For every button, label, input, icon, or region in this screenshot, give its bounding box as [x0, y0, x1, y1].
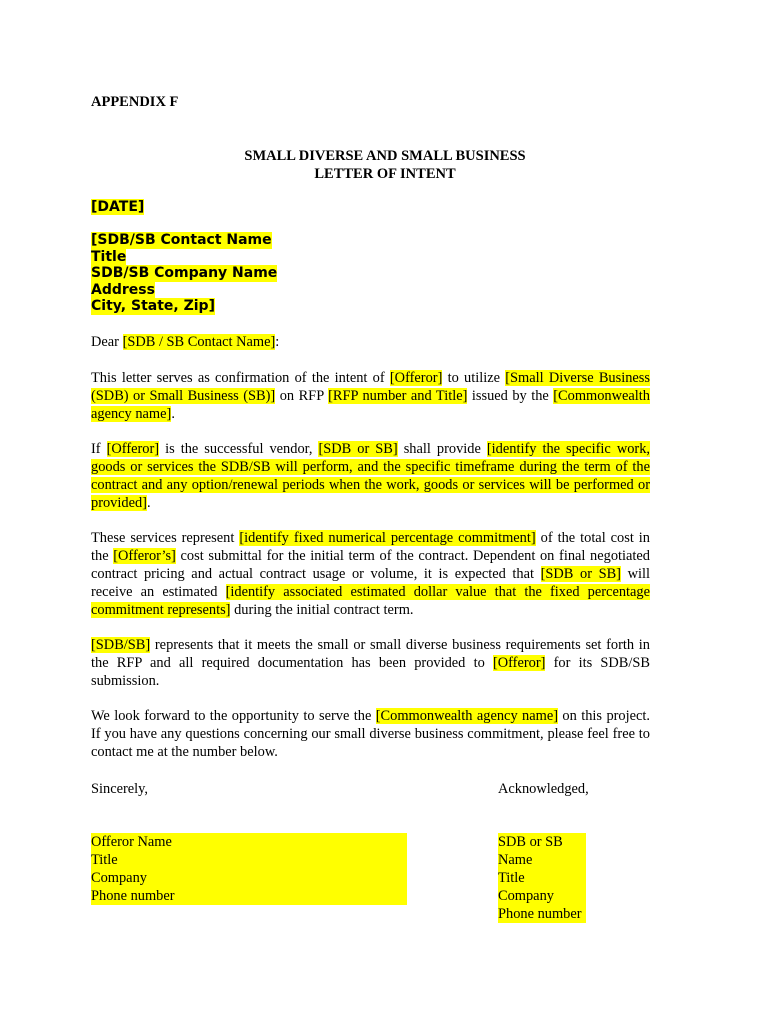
appendix-label: APPENDIX F	[91, 94, 179, 110]
offeror-signature-block	[91, 833, 407, 905]
text-run: will receive an estimated	[91, 566, 650, 600]
document-title-line2: LETTER OF INTENT	[314, 166, 456, 182]
highlight-field: [Commonwealth agency name]	[375, 708, 559, 724]
highlight-field: [SDB or SB]	[318, 441, 398, 457]
signature-line: Title	[91, 851, 407, 869]
paragraph-confirmation	[91, 369, 650, 423]
signature-line: Company	[91, 869, 407, 887]
text-run: on this project. If you have any questions concerning our small diverse business commitment, please feel free to contact me at the number below.	[91, 708, 650, 760]
text-run: .	[171, 406, 175, 422]
text-run: to utilize	[442, 370, 506, 386]
text-run: These services represent	[91, 530, 240, 546]
text-run: issued by the	[467, 388, 554, 404]
salutation-suffix: :	[275, 334, 280, 350]
text-run: We look forward to the opportunity to serve the	[91, 708, 376, 724]
text-run: This letter serves as confirmation of the intent of	[91, 370, 390, 386]
text-run: of the total cost in the	[91, 530, 650, 564]
highlight-field: [identify the specific work, goods or services the SDB/SB will perform, and the specific timeframe during the term of the contract and any option/renewal periods when the work, goods or services will be performed or provided]	[91, 441, 650, 511]
paragraph-commitment	[91, 529, 650, 619]
text-run: on RFP	[275, 388, 329, 404]
highlight-field: [Offeror’s]	[113, 548, 176, 564]
highlight-field: [SDB/SB]	[91, 637, 151, 653]
signature-line: SDB or SB Name	[498, 833, 586, 869]
signature-line: Title	[498, 869, 586, 887]
text-run: If	[91, 441, 107, 457]
text-run: cost submittal for the initial term of the contract. Dependent on final negotiated contract pricing and actual contract usage or volume, it is expected that	[91, 548, 650, 582]
document-title-line1: SMALL DIVERSE AND SMALL BUSINESS	[244, 148, 526, 164]
paragraph-closing-remarks	[91, 707, 650, 761]
text-run: during the initial contract term.	[230, 602, 414, 618]
address-line: SDB/SB Company Name	[91, 265, 278, 281]
highlight-field: [Small Diverse Business (SDB) or Small Business (SB)]	[91, 370, 651, 404]
sdb-signature-block	[498, 833, 586, 923]
highlight-field: [Offeror]	[389, 370, 443, 386]
text-run: .	[146, 495, 151, 511]
highlight-field: [RFP number and Title]	[328, 388, 468, 404]
highlight-field: [Commonwealth agency name]	[91, 388, 650, 422]
address-line: City, State, Zip]	[91, 298, 215, 314]
recipient-address-block	[91, 232, 277, 315]
signature-line: Phone number	[91, 887, 407, 905]
paragraph-scope-of-work	[91, 440, 650, 512]
date-placeholder	[91, 199, 144, 216]
highlight-field: [Offeror]	[492, 655, 546, 671]
salutation	[91, 333, 650, 351]
paragraph-requirements	[91, 636, 650, 690]
address-line: Title	[91, 248, 127, 265]
text-run: is the successful vendor,	[159, 441, 319, 457]
highlight-field: [identify fixed numerical percentage commitment]	[239, 530, 536, 546]
text-run: shall provide	[397, 441, 487, 457]
salutation-name: [SDB / SB Contact Name]	[122, 334, 276, 350]
address-line: Address	[91, 281, 155, 298]
highlight-field: [Offeror]	[106, 441, 160, 457]
salutation-prefix: Dear	[91, 334, 123, 350]
closing-acknowledged: Acknowledged,	[498, 781, 589, 797]
date-placeholder-text: [DATE]	[91, 199, 145, 215]
text-run: represents that it meets the small or small diverse business requirements set forth in the RFP and all required documentation has been provided to	[91, 637, 650, 671]
highlight-field: [SDB or SB]	[540, 566, 621, 582]
signature-line: Phone number	[498, 905, 586, 923]
signature-line: Company	[498, 887, 586, 905]
signature-line: Offeror Name	[91, 833, 407, 851]
text-run: for its SDB/SB submission.	[91, 655, 651, 689]
address-line: [SDB/SB Contact Name	[91, 232, 272, 248]
highlight-field: [identify associated estimated dollar value that the fixed percentage commitment represents]	[91, 584, 650, 618]
closing-sincerely: Sincerely,	[91, 781, 149, 797]
